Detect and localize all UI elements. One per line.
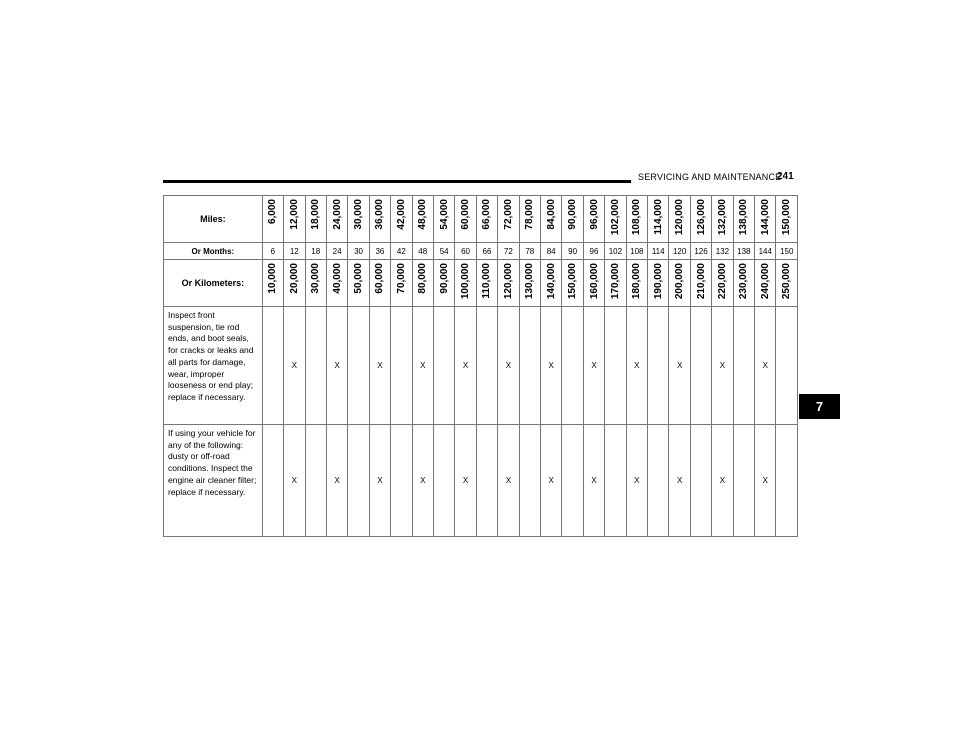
miles-interval-text: 96,000 bbox=[588, 199, 600, 230]
miles-interval bbox=[755, 196, 776, 243]
service-mark bbox=[690, 425, 711, 537]
service-mark bbox=[262, 307, 283, 425]
miles-interval-text: 126,000 bbox=[695, 199, 707, 236]
miles-interval bbox=[648, 196, 669, 243]
months-interval: 48 bbox=[412, 243, 433, 260]
service-mark bbox=[690, 307, 711, 425]
months-interval: 120 bbox=[669, 243, 690, 260]
miles-interval-text: 108,000 bbox=[631, 199, 643, 236]
kilometers-interval-text: 140,000 bbox=[545, 263, 557, 300]
service-mark bbox=[605, 307, 626, 425]
miles-interval bbox=[540, 196, 561, 243]
service-mark: X bbox=[369, 307, 390, 425]
kilometers-interval-text: 30,000 bbox=[310, 263, 322, 294]
service-mark bbox=[648, 425, 669, 537]
miles-interval-text: 138,000 bbox=[738, 199, 750, 236]
months-interval: 96 bbox=[583, 243, 604, 260]
service-mark bbox=[476, 425, 497, 537]
service-mark bbox=[305, 307, 326, 425]
miles-interval bbox=[326, 196, 347, 243]
miles-interval bbox=[690, 196, 711, 243]
kilometers-label: Or Kilometers: bbox=[164, 260, 263, 307]
kilometers-interval-text: 120,000 bbox=[502, 263, 514, 300]
kilometers-interval bbox=[562, 260, 583, 307]
kilometers-interval bbox=[733, 260, 754, 307]
miles-interval-text: 72,000 bbox=[502, 199, 514, 230]
kilometers-interval-text: 90,000 bbox=[438, 263, 450, 294]
miles-interval-text: 60,000 bbox=[460, 199, 472, 230]
service-mark: X bbox=[669, 307, 690, 425]
miles-interval-text: 18,000 bbox=[310, 199, 322, 230]
service-mark: X bbox=[669, 425, 690, 537]
months-row bbox=[164, 243, 798, 260]
service-mark bbox=[391, 425, 412, 537]
miles-interval-text: 90,000 bbox=[567, 199, 579, 230]
miles-interval-text: 150,000 bbox=[781, 199, 793, 236]
service-mark bbox=[433, 307, 454, 425]
service-mark bbox=[648, 307, 669, 425]
service-mark bbox=[348, 425, 369, 537]
kilometers-interval-text: 10,000 bbox=[267, 263, 279, 294]
kilometers-interval bbox=[369, 260, 390, 307]
months-interval: 126 bbox=[690, 243, 711, 260]
kilometers-interval-text: 220,000 bbox=[716, 263, 728, 300]
service-mark: X bbox=[326, 307, 347, 425]
kilometers-interval bbox=[540, 260, 561, 307]
service-mark: X bbox=[755, 425, 776, 537]
kilometers-interval bbox=[412, 260, 433, 307]
months-interval: 150 bbox=[776, 243, 798, 260]
kilometers-interval-text: 250,000 bbox=[781, 263, 793, 300]
service-mark: X bbox=[455, 307, 476, 425]
service-mark: X bbox=[583, 307, 604, 425]
miles-interval bbox=[519, 196, 540, 243]
miles-interval-text: 120,000 bbox=[674, 199, 686, 236]
service-mark: X bbox=[412, 425, 433, 537]
miles-interval-text: 48,000 bbox=[417, 199, 429, 230]
maintenance-schedule-table bbox=[163, 195, 798, 537]
miles-interval-text: 54,000 bbox=[438, 199, 450, 230]
miles-interval bbox=[433, 196, 454, 243]
service-mark: X bbox=[583, 425, 604, 537]
service-item-description: Inspect front suspension, tie rod ends, and boot seals, for cracks or leaks and all parts for damage, wear, improper looseness or end play; replace if necessary. bbox=[164, 307, 263, 425]
months-interval: 84 bbox=[540, 243, 561, 260]
months-interval: 132 bbox=[712, 243, 733, 260]
kilometers-interval bbox=[626, 260, 647, 307]
service-mark bbox=[519, 307, 540, 425]
kilometers-interval bbox=[348, 260, 369, 307]
service-item-row bbox=[164, 425, 798, 537]
service-mark: X bbox=[498, 425, 519, 537]
kilometers-interval bbox=[776, 260, 798, 307]
service-mark: X bbox=[540, 307, 561, 425]
months-interval: 78 bbox=[519, 243, 540, 260]
kilometers-interval bbox=[712, 260, 733, 307]
service-mark: X bbox=[284, 425, 305, 537]
kilometers-interval-text: 200,000 bbox=[674, 263, 686, 300]
months-interval: 90 bbox=[562, 243, 583, 260]
miles-interval bbox=[776, 196, 798, 243]
service-mark bbox=[605, 425, 626, 537]
kilometers-interval bbox=[284, 260, 305, 307]
kilometers-interval-text: 240,000 bbox=[759, 263, 771, 300]
service-mark: X bbox=[626, 425, 647, 537]
page-number: 241 bbox=[777, 171, 794, 182]
miles-interval-text: 42,000 bbox=[395, 199, 407, 230]
kilometers-interval-text: 50,000 bbox=[353, 263, 365, 294]
service-mark bbox=[519, 425, 540, 537]
miles-interval-text: 102,000 bbox=[609, 199, 621, 236]
kilometers-interval-text: 130,000 bbox=[524, 263, 536, 300]
miles-interval bbox=[498, 196, 519, 243]
miles-row bbox=[164, 196, 798, 243]
kilometers-interval-text: 160,000 bbox=[588, 263, 600, 300]
service-mark: X bbox=[412, 307, 433, 425]
miles-interval-text: 36,000 bbox=[374, 199, 386, 230]
service-mark bbox=[562, 425, 583, 537]
months-interval: 30 bbox=[348, 243, 369, 260]
kilometers-interval bbox=[476, 260, 497, 307]
miles-interval bbox=[348, 196, 369, 243]
months-interval: 6 bbox=[262, 243, 283, 260]
kilometers-interval bbox=[669, 260, 690, 307]
service-mark: X bbox=[369, 425, 390, 537]
service-mark: X bbox=[755, 307, 776, 425]
kilometers-interval bbox=[519, 260, 540, 307]
kilometers-row bbox=[164, 260, 798, 307]
service-mark bbox=[348, 307, 369, 425]
miles-interval-text: 6,000 bbox=[267, 199, 279, 225]
kilometers-interval bbox=[391, 260, 412, 307]
kilometers-interval-text: 150,000 bbox=[567, 263, 579, 300]
kilometers-interval bbox=[455, 260, 476, 307]
kilometers-interval bbox=[583, 260, 604, 307]
service-mark bbox=[391, 307, 412, 425]
miles-interval bbox=[305, 196, 326, 243]
service-mark bbox=[476, 307, 497, 425]
service-mark bbox=[562, 307, 583, 425]
kilometers-interval-text: 170,000 bbox=[609, 263, 621, 300]
service-item-row bbox=[164, 307, 798, 425]
miles-interval-text: 66,000 bbox=[481, 199, 493, 230]
kilometers-interval bbox=[755, 260, 776, 307]
service-mark: X bbox=[540, 425, 561, 537]
kilometers-interval-text: 190,000 bbox=[652, 263, 664, 300]
kilometers-interval bbox=[326, 260, 347, 307]
miles-interval-text: 114,000 bbox=[652, 199, 664, 235]
miles-interval bbox=[455, 196, 476, 243]
miles-interval-text: 132,000 bbox=[716, 199, 728, 236]
miles-interval bbox=[369, 196, 390, 243]
service-item-description: If using your vehicle for any of the following: dusty or off-road conditions. Inspect the engine air cleaner filter; replace if necessary. bbox=[164, 425, 263, 537]
months-interval: 144 bbox=[755, 243, 776, 260]
miles-interval-text: 30,000 bbox=[353, 199, 365, 230]
kilometers-interval bbox=[433, 260, 454, 307]
miles-interval bbox=[476, 196, 497, 243]
miles-interval-text: 84,000 bbox=[545, 199, 557, 230]
header-rule bbox=[163, 180, 631, 183]
kilometers-interval-text: 210,000 bbox=[695, 263, 707, 300]
miles-interval bbox=[733, 196, 754, 243]
chapter-tab: 7 bbox=[799, 394, 840, 419]
miles-interval bbox=[412, 196, 433, 243]
miles-interval bbox=[262, 196, 283, 243]
miles-interval bbox=[605, 196, 626, 243]
miles-interval bbox=[562, 196, 583, 243]
months-interval: 108 bbox=[626, 243, 647, 260]
miles-label: Miles: bbox=[164, 196, 263, 243]
miles-interval-text: 24,000 bbox=[331, 199, 343, 230]
kilometers-interval bbox=[305, 260, 326, 307]
miles-interval bbox=[583, 196, 604, 243]
kilometers-interval-text: 180,000 bbox=[631, 263, 643, 300]
months-interval: 66 bbox=[476, 243, 497, 260]
service-mark bbox=[262, 425, 283, 537]
months-interval: 36 bbox=[369, 243, 390, 260]
service-mark: X bbox=[455, 425, 476, 537]
miles-interval-text: 78,000 bbox=[524, 199, 536, 230]
kilometers-interval-text: 20,000 bbox=[288, 263, 300, 294]
service-mark bbox=[305, 425, 326, 537]
kilometers-interval-text: 70,000 bbox=[395, 263, 407, 294]
miles-interval bbox=[284, 196, 305, 243]
months-interval: 102 bbox=[605, 243, 626, 260]
service-mark: X bbox=[712, 307, 733, 425]
kilometers-interval bbox=[498, 260, 519, 307]
months-interval: 114 bbox=[648, 243, 669, 260]
service-mark bbox=[776, 425, 798, 537]
months-interval: 12 bbox=[284, 243, 305, 260]
service-mark: X bbox=[498, 307, 519, 425]
miles-interval-text: 12,000 bbox=[288, 199, 300, 230]
service-mark bbox=[733, 425, 754, 537]
kilometers-interval-text: 60,000 bbox=[374, 263, 386, 294]
kilometers-interval-text: 110,000 bbox=[481, 263, 493, 299]
miles-interval bbox=[712, 196, 733, 243]
service-mark: X bbox=[284, 307, 305, 425]
months-interval: 42 bbox=[391, 243, 412, 260]
service-mark: X bbox=[712, 425, 733, 537]
service-mark bbox=[433, 425, 454, 537]
kilometers-interval-text: 80,000 bbox=[417, 263, 429, 294]
kilometers-interval bbox=[690, 260, 711, 307]
months-interval: 18 bbox=[305, 243, 326, 260]
kilometers-interval bbox=[648, 260, 669, 307]
service-mark bbox=[733, 307, 754, 425]
months-interval: 54 bbox=[433, 243, 454, 260]
miles-interval bbox=[669, 196, 690, 243]
months-interval: 24 bbox=[326, 243, 347, 260]
service-mark: X bbox=[626, 307, 647, 425]
months-interval: 60 bbox=[455, 243, 476, 260]
section-title: SERVICING AND MAINTENANCE bbox=[638, 172, 782, 182]
service-mark bbox=[776, 307, 798, 425]
miles-interval-text: 144,000 bbox=[759, 199, 771, 236]
miles-interval bbox=[391, 196, 412, 243]
months-interval: 138 bbox=[733, 243, 754, 260]
kilometers-interval bbox=[605, 260, 626, 307]
months-interval: 72 bbox=[498, 243, 519, 260]
kilometers-interval-text: 40,000 bbox=[331, 263, 343, 294]
miles-interval bbox=[626, 196, 647, 243]
kilometers-interval bbox=[262, 260, 283, 307]
service-mark: X bbox=[326, 425, 347, 537]
kilometers-interval-text: 100,000 bbox=[460, 263, 472, 300]
months-label: Or Months: bbox=[164, 243, 263, 260]
kilometers-interval-text: 230,000 bbox=[738, 263, 750, 300]
